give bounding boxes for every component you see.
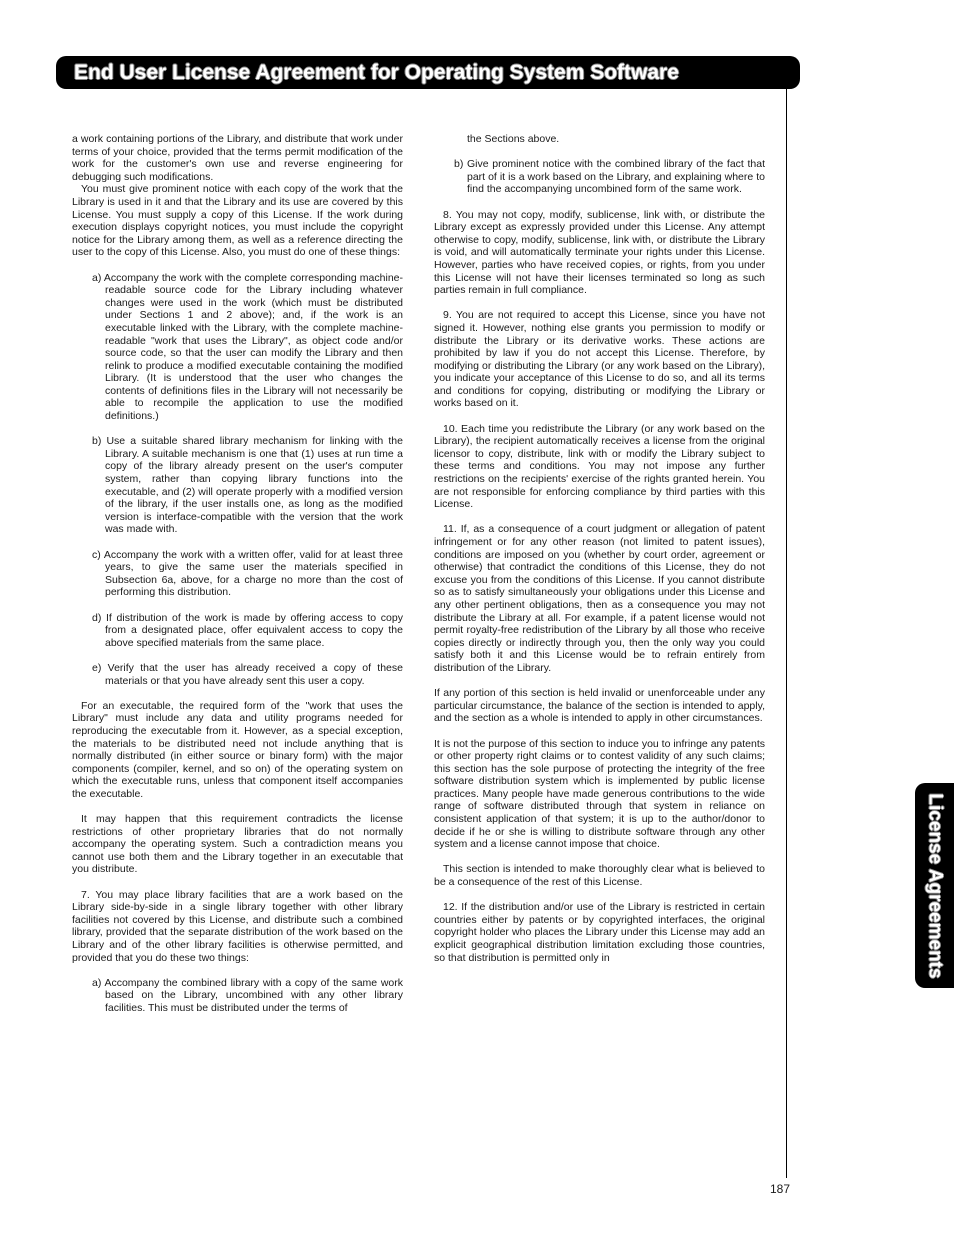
paragraph: It is not the purpose of this section to induce you to infringe any patents or other property right claims or to contest validity of any such claims; this section has the sole purpose of protecting the integrity of the free software distribution system which is implemented by public license practices. Many people have made generous contributions to the wide range of software distributed through that system in reliance on consistent application of that system; it is up to the author/donor to decide if he or she is willing to distribute software through any other system and a license cannot impose that choice. (434, 737, 765, 851)
paragraph: a work containing portions of the Library, and distribute that work under terms of your choice, provided that the terms permit modification of the work for the customer's own use and reverse engineering for debugging such modifications. (72, 133, 403, 183)
paragraph: a) Accompany the combined library with a copy of the same work based on the Library, uncombined with any other library facilities. This must be distributed under the terms of (92, 976, 403, 1014)
paragraph: d) If distribution of the work is made by offering access to copy from a designated place, offer equivalent access to copy the above specified materials from the same place. (92, 611, 403, 649)
paragraph: 8. You may not copy, modify, sublicense, link with, or distribute the Library except as expressly provided under this License. Any attempt otherwise to copy, modify, sublicense, link with, or distribute the Library is void, and will automatically terminate your rights under this License. However, parties who have received copies, or rights, from you under this License will not have their licenses terminated so long as such parties remain in full compliance. (434, 208, 765, 297)
page-title: End User License Agreement for Operating System Software (74, 61, 679, 84)
paragraph: 7. You may place library facilities that are a work based on the Library side-by-side in a single library together with other library facilities not covered by this License, and distribute such a combined library, provided that the separate distribution of the work based on the Library and of the other library facilities is otherwise permitted, and provided that you do these two things: (72, 888, 403, 964)
paragraph: 10. Each time you redistribute the Library (or any work based on the Library), the recipient automatically receives a license from the original licensor to copy, distribute, link with or modify the Library subject to these terms and conditions. You may not impose any further restrictions on the recipients' exercise of the rights granted herein. You are not responsible for enforcing compliance by third parties with this License. (434, 422, 765, 511)
paragraph: e) Verify that the user has already received a copy of these materials or that you have already sent this user a copy. (92, 661, 403, 687)
paragraph: the Sections above. (467, 133, 560, 145)
paragraph: 12. If the distribution and/or use of the Library is restricted in certain countries either by patents or by copyrighted interfaces, the original copyright holder who places the Library under this License may add an explicit geographical distribution limitation excluding those countries, so that distribution is permitted only in (434, 901, 765, 964)
paragraph: This section is intended to make thoroughly clear what is believed to be a consequence of the rest of this License. (434, 863, 765, 889)
paragraph: It may happen that this requirement contradicts the license restrictions of other proprietary libraries that do not normally accompany the operating system. Such a contradiction means you cannot use both them and the Library together in an executable that you distribute. (72, 813, 403, 876)
paragraph: c) Accompany the work with a written offer, valid for at least three years, to give the same user the materials specified in Subsection 6a, above, for a charge no more than the cost of performing this distribution. (92, 548, 403, 599)
paragraph: If any portion of this section is held invalid or unenforceable under any particular circumstance, the balance of the section is intended to apply, and the section as a whole is intended to apply in other circumstances. (434, 687, 765, 725)
paragraph: a) Accompany the work with the complete corresponding machine-readable source code for the Library including whatever changes were used in the work (which must be distributed under Sections 1 and 2 above); and, if the work is an executable linked with the Library, with the complete machine-readable "work that uses the Library", as object code and/or source code, so that the user can modify the Library and then relink to produce a modified executable containing the modified Library. (It is understood that the user who changes the contents of definitions files in the Library will not necessarily be able to recompile the application to use the modified definitions.) (92, 271, 403, 423)
side-tab-label: License Agreements (924, 792, 946, 979)
left-text-column (72, 133, 403, 1015)
paragraph: 9. You are not required to accept this License, since you have not signed it. However, nothing else grants you permission to modify or distribute the Library or its derivative works. These actions are prohibited by law if you do not accept this License. Therefore, by modifying or distributing the Library (or any work based on the Library), you indicate your acceptance of this License to do so, and all its terms and conditions for copying, distributing or modifying the Library or works based on it. (434, 309, 765, 410)
paragraph: 11. If, as a consequence of a court judgment or allegation of patent infringement or for any other reason (not limited to patent issues), conditions are imposed on you (whether by court order, agreement or otherwise) that contradict the conditions of this License, they do not excuse you from the conditions of this License. If you cannot distribute so as to satisfy simultaneously your obligations under this License and any other pertinent obligations, then as a consequence you may not distribute the Library at all. For example, if a patent license would not permit royalty-free redistribution of the Library by all those who receive copies directly or indirectly through you, then the only way you could satisfy both it and this License would be to refrain entirely from distribution of the Library. (434, 523, 765, 674)
section-side-tab (915, 783, 954, 988)
right-text-column (434, 133, 765, 964)
paragraph: b) Give prominent notice with the combined library of the fact that part of it is a work based on the Library, and explaining where to find the accompanying uncombined form of the same work. (454, 158, 765, 196)
paragraph: b) Use a suitable shared library mechanism for linking with the Library. A suitable mechanism is one that (1) uses at run time a copy of the library already present on the user's computer system, rather than copying library functions into the executable, and (2) will operate properly with a modified version of the library, if the user installs one, as long as the modified version is interface-compatible with the version that the work was made with. (92, 435, 403, 536)
page-number: 187 (770, 1182, 791, 1196)
paragraph: You must give prominent notice with each copy of the work that the Library is used in it and that the Library and its use are covered by this License. You must supply a copy of this License. If the work during execution displays copyright notices, you must include the copyright notice for the Library among them, as well as a reference directing the user to the copy of this License. Also, you must do one of these things: (72, 183, 403, 259)
title-bar (56, 56, 800, 89)
margin-rule (786, 88, 787, 1178)
paragraph: For an executable, the required form of the "work that uses the Library" must include any data and utility programs needed for reproducing the executable from it. However, as a special exception, the materials to be distributed need not include anything that is normally distributed (in either source or binary form) with the major components (compiler, kernel, and so on) of the operating system on which the executable runs, unless that component itself accompanies the executable. (72, 699, 403, 800)
